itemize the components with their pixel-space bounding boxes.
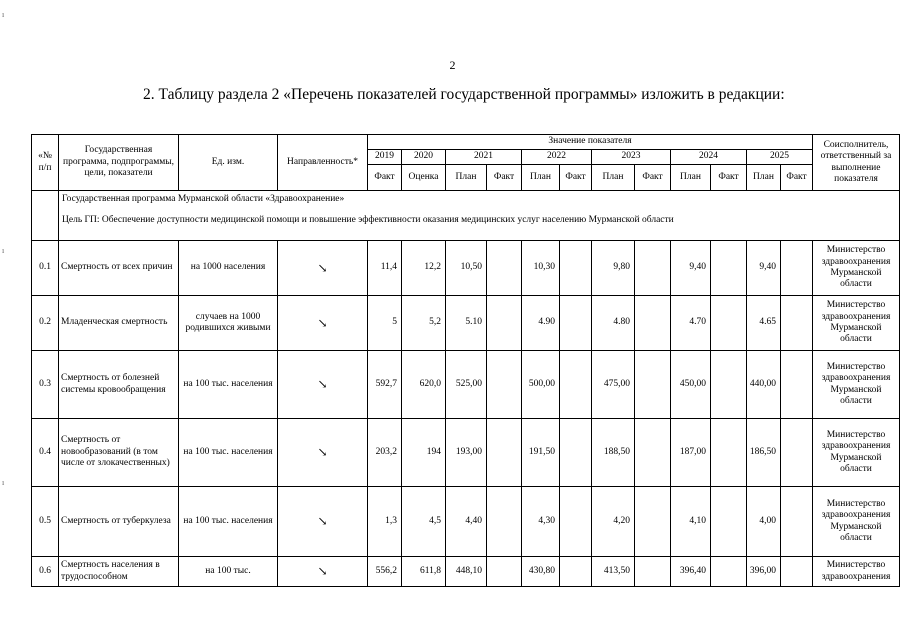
row-value [487, 557, 522, 587]
row-value: 5.10 [446, 296, 487, 351]
row-value: 186,50 [747, 419, 781, 487]
decrease-arrow-icon: ↘ [278, 419, 368, 487]
row-value [781, 419, 813, 487]
row-value [487, 296, 522, 351]
row-value: 10,30 [522, 241, 560, 296]
row-value: 203,2 [368, 419, 402, 487]
row-value [781, 487, 813, 557]
row-value [635, 351, 671, 419]
row-value [635, 487, 671, 557]
header-year: 2019 [368, 150, 402, 165]
decrease-arrow-icon: ↘ [278, 351, 368, 419]
row-value: 9,40 [671, 241, 711, 296]
header-year: 2021 [446, 150, 522, 165]
row-value: 12,2 [402, 241, 446, 296]
row-num: 0.2 [32, 296, 59, 351]
row-value: 500,00 [522, 351, 560, 419]
row-value: 396,40 [671, 557, 711, 587]
row-value: 450,00 [671, 351, 711, 419]
row-value [487, 351, 522, 419]
scan-margin-mark: ı [2, 478, 5, 487]
row-value: 448,10 [446, 557, 487, 587]
row-value [560, 487, 592, 557]
row-name: Смертность от всех причин [59, 241, 179, 296]
subheader: Факт [487, 165, 522, 191]
section-heading: 2. Таблицу раздела 2 «Перечень показателей государственной программы» изложить в редакции: [143, 86, 785, 103]
row-responsible: Министерство здравоохранения Мурманской области [813, 296, 900, 351]
row-value: 430,80 [522, 557, 560, 587]
table-row [32, 419, 900, 487]
row-value [560, 419, 592, 487]
row-value [781, 351, 813, 419]
row-value: 525,00 [446, 351, 487, 419]
row-value [711, 419, 747, 487]
subheader: Факт [781, 165, 813, 191]
row-value: 188,50 [592, 419, 635, 487]
header-value-group: Значение показателя [368, 135, 813, 150]
row-value [711, 351, 747, 419]
row-value: 620,0 [402, 351, 446, 419]
subheader: Факт [635, 165, 671, 191]
row-value: 611,8 [402, 557, 446, 587]
row-value: 4.65 [747, 296, 781, 351]
row-num: 0.5 [32, 487, 59, 557]
header-unit: Ед. изм. [179, 135, 278, 191]
row-responsible: Министерство здравоохранения [813, 557, 900, 587]
table-row [32, 241, 900, 296]
row-value: 4,00 [747, 487, 781, 557]
row-value [635, 296, 671, 351]
program-cell [59, 191, 900, 241]
table-row [32, 487, 900, 557]
row-value: 4.70 [671, 296, 711, 351]
row-value [487, 419, 522, 487]
row-value: 9,80 [592, 241, 635, 296]
row-value [635, 557, 671, 587]
row-value [781, 241, 813, 296]
row-value: 4.80 [592, 296, 635, 351]
row-value: 191,50 [522, 419, 560, 487]
row-value [560, 351, 592, 419]
subheader: Оценка [402, 165, 446, 191]
row-unit: на 100 тыс. населения [179, 487, 278, 557]
row-value [487, 241, 522, 296]
row-value: 4,5 [402, 487, 446, 557]
row-num: 0.1 [32, 241, 59, 296]
row-unit: на 100 тыс. населения [179, 419, 278, 487]
scan-margin-mark: ı [2, 10, 5, 19]
subheader: Факт [711, 165, 747, 191]
row-value [711, 296, 747, 351]
row-unit: случаев на 1000 родившихся живыми [179, 296, 278, 351]
subheader: Факт [560, 165, 592, 191]
row-value: 4,30 [522, 487, 560, 557]
scan-margin-mark: ı [2, 246, 5, 255]
page-number: 2 [449, 58, 456, 72]
subheader: План [522, 165, 560, 191]
row-value: 475,00 [592, 351, 635, 419]
row-value [635, 241, 671, 296]
row-unit: на 100 тыс. населения [179, 351, 278, 419]
row-num: 0.3 [32, 351, 59, 419]
row-value: 10,50 [446, 241, 487, 296]
program-title: Государственная программа Мурманской области «Здравоохранение» [62, 194, 345, 204]
program-goal: Цель ГП: Обеспечение доступности медицинской помощи и повышение эффективности оказания медицинских услуг населению Мурманской области [62, 215, 674, 226]
decrease-arrow-icon: ↘ [278, 241, 368, 296]
table-row [32, 296, 900, 351]
row-value: 193,00 [446, 419, 487, 487]
row-value: 396,00 [747, 557, 781, 587]
row-unit: на 100 тыс. [179, 557, 278, 587]
row-value [781, 296, 813, 351]
subheader: План [592, 165, 635, 191]
header-year: 2025 [747, 150, 813, 165]
row-value: 440,00 [747, 351, 781, 419]
row-responsible: Министерство здравоохранения Мурманской области [813, 487, 900, 557]
header-year: 2024 [671, 150, 747, 165]
header-direction: Направленность* [278, 135, 368, 191]
row-responsible: Министерство здравоохранения Мурманской области [813, 419, 900, 487]
row-value: 4,40 [446, 487, 487, 557]
row-value: 194 [402, 419, 446, 487]
row-value [560, 557, 592, 587]
row-name: Смертность населения в трудоспособном [59, 557, 179, 587]
row-responsible: Министерство здравоохранения Мурманской области [813, 241, 900, 296]
indicators-table [31, 134, 900, 587]
row-value [781, 557, 813, 587]
row-value [711, 241, 747, 296]
program-row [32, 191, 900, 241]
header-responsible: Соисполнитель, ответственный за выполнение показателя [813, 135, 900, 191]
row-value: 9,40 [747, 241, 781, 296]
row-num: 0.4 [32, 419, 59, 487]
header-year: 2020 [402, 150, 446, 165]
row-unit: на 1000 населения [179, 241, 278, 296]
row-name: Смертность от новообразований (в том числе от злокачественных) [59, 419, 179, 487]
table-row [32, 557, 900, 587]
row-value: 5,2 [402, 296, 446, 351]
decrease-arrow-icon: ↘ [278, 557, 368, 587]
row-responsible: Министерство здравоохранения Мурманской области [813, 351, 900, 419]
row-value: 413,50 [592, 557, 635, 587]
decrease-arrow-icon: ↘ [278, 487, 368, 557]
header-name: Государственная программа, подпрограммы, цели, показатели [59, 135, 179, 191]
header-num: «№ п/п [32, 135, 59, 191]
table-header-row [32, 135, 900, 150]
row-value [560, 241, 592, 296]
subheader: Факт [368, 165, 402, 191]
subheader: План [747, 165, 781, 191]
row-value: 592,7 [368, 351, 402, 419]
row-value [711, 487, 747, 557]
row-num: 0.6 [32, 557, 59, 587]
row-value: 5 [368, 296, 402, 351]
row-value: 1,3 [368, 487, 402, 557]
decrease-arrow-icon: ↘ [278, 296, 368, 351]
row-value [560, 296, 592, 351]
row-value: 4.90 [522, 296, 560, 351]
row-value: 4,20 [592, 487, 635, 557]
row-name: Смертность от болезней системы кровообращения [59, 351, 179, 419]
row-value: 4,10 [671, 487, 711, 557]
row-value: 11,4 [368, 241, 402, 296]
row-value: 556,2 [368, 557, 402, 587]
row-value [711, 557, 747, 587]
subheader: План [446, 165, 487, 191]
header-year: 2023 [592, 150, 671, 165]
row-value: 187,00 [671, 419, 711, 487]
row-name: Младенческая смертность [59, 296, 179, 351]
subheader: План [671, 165, 711, 191]
row-name: Смертность от туберкулеза [59, 487, 179, 557]
header-year: 2022 [522, 150, 592, 165]
row-value [487, 487, 522, 557]
table-row [32, 351, 900, 419]
row-value [635, 419, 671, 487]
